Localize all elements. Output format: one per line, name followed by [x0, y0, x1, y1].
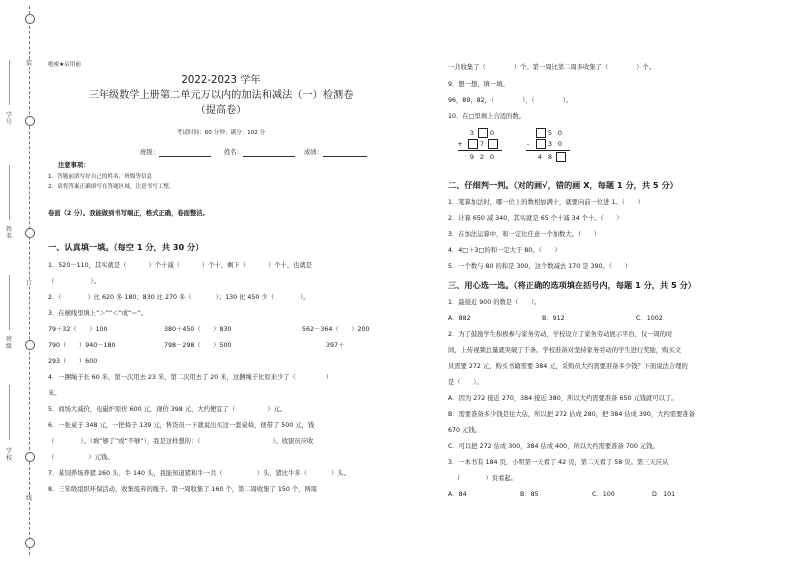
binding-fill-line — [9, 165, 10, 220]
choice-option: B．需要准备多少钱是往大估，所以把 272 估成 280，把 384 估成 390，大约需要准备 — [448, 411, 696, 418]
choice-question-3: 3．一本书有 184 页，小明第一天看了 42 页，第二天看了 58 页。第三天应从 — [448, 459, 669, 466]
choice-option: A．84 — [448, 491, 467, 498]
question-10: 10．在□里填上合适的数。 — [448, 113, 525, 120]
choice-option: D．101 — [652, 491, 676, 498]
neatness-note: 卷面（2 分）。我能做到书写端正，格式正确，卷面整洁。 — [48, 210, 209, 217]
question-3: 3．在横线里填上“＞”“＜”或“＝”。 — [48, 310, 148, 317]
judge-item: 2．计算 650 减 340，其实就是 65 个十减 34 个十。（ ） — [448, 215, 623, 222]
binding-circle — [25, 340, 35, 350]
question-1: 1．520－110，其实就是（ ）个十减（ ）个十，剩下（ ）个十，也就是 — [48, 262, 313, 269]
choice-question-2-cont: 具需要 272 元，购买书籍需要 384 元，采购员大约需要准备多少钱？下面说法合理的 — [448, 363, 688, 370]
choice-option: B．912 — [542, 315, 565, 322]
question-6: 6．一张桌子 348 元，一把椅子 139 元，售货员一下就说出买这一套桌椅，他带了 500 元，钱 — [48, 422, 315, 429]
compare-item: 293（ ）600 — [48, 358, 98, 365]
question-5: 5．商场大减价，电磁炉原价 600 元，现价 398 元，大约便宜了（ ）元。 — [48, 406, 287, 413]
binding-label-banji: 班级 — [5, 336, 12, 350]
answer-box[interactable] — [488, 139, 498, 149]
page-title: 三年级数学上册第二单元万以内的加法和减法（一）检测卷 — [88, 90, 354, 101]
compare-item: 79＋32（ ）100 — [48, 326, 108, 333]
binding-circle — [25, 14, 35, 24]
binding-circle — [25, 228, 35, 238]
binding-fill-line — [9, 385, 10, 440]
question-7: 7．某饲养场养猪 260 头、牛 140 头，我能知道猪和牛一共（ ）头，猪比牛多（ ）头。 — [48, 470, 350, 477]
notes-heading: 注意事项： — [58, 162, 90, 169]
choice-option: B．85 — [520, 491, 539, 498]
choice-option: A．882 — [448, 315, 471, 322]
notes-item: 2．请将答案正确填写在答题区域，注意书写工整。 — [48, 184, 175, 190]
binding-seal-ding: 订 — [25, 280, 32, 287]
school-year: 2022-2023 学年 — [181, 75, 261, 86]
choice-option: C．可以把 272 估成 300，384 估成 400，所以大约需要准备 700 元钱。 — [448, 443, 659, 450]
question-2: 2．（ ）比 620 多 180；830 比 270 多（ ）；130 比 450 少（ ）。 — [48, 294, 310, 301]
choice-question-2-cont: 间，上传视频总量就突破了千条。学校准备对坚持家务劳动的学生进行奖励，购买文 — [448, 347, 681, 354]
answer-box[interactable] — [478, 128, 488, 138]
page-subtitle: （提高卷） — [195, 105, 247, 116]
choice-option: A．因为 272 接近 270，384 接近 380，所以大约需要准备 650 元钱就可以了。 — [448, 395, 678, 402]
answer-box[interactable] — [536, 128, 546, 138]
question-9-sequence: 96，89，82，（ ），（ ）。 — [448, 97, 573, 104]
compare-item: 397＋ — [326, 342, 345, 349]
binding-seal-zhuang: 装 — [25, 60, 32, 67]
binding-fill-line — [9, 275, 10, 330]
question-8-cont: 一共收集了（ ）个。第一周比第二周多收集了（ ）个。 — [448, 64, 656, 71]
compare-item: 790（ ）940－180 — [48, 342, 116, 349]
choice-option-cont: 670 元钱。 — [448, 427, 481, 434]
binding-fill-line — [9, 60, 10, 105]
answer-box[interactable] — [536, 139, 546, 149]
binding-label-xuehao: 学号 — [5, 112, 12, 126]
secret-mark: 绝密★启用前 — [48, 62, 81, 68]
choice-option: C．100 — [592, 491, 615, 498]
binding-circle — [25, 452, 35, 462]
question-9: 9．想一想，填一填。 — [448, 81, 509, 88]
vertical-addition: 3 0 + 7 9 2 0 — [456, 126, 506, 172]
section1-heading: 一、认真填一填。（每空 1 分，共 30 分） — [48, 242, 204, 252]
name-field[interactable]: 姓名： — [224, 149, 295, 157]
judge-item: 1．笔算加法时，哪一位上的数相加满十，就要向前一位进 1。（ ） — [448, 199, 644, 206]
question-4-unit: 米。 — [48, 390, 61, 397]
binding-label-xuexiao: 学校 — [5, 448, 12, 462]
section3-heading: 三、用心选一选。（将正确的选项填在括号内，每题 1 分，共 5 分） — [448, 280, 696, 290]
binding-seal-xian: 线 — [25, 495, 32, 502]
choice-question-1: 1．最接近 900 的数是（ ）。 — [448, 299, 541, 306]
answer-box[interactable] — [468, 139, 478, 149]
choice-question-2-cont: 是（ ）。 — [448, 379, 483, 386]
answer-box[interactable] — [556, 152, 566, 162]
question-4: 4．一捆绳子长 60 米，第一次用去 23 米，第二次用去了 20 米，这捆绳子比原来少了（ ） — [48, 374, 333, 381]
score-field[interactable]: 成绩： — [304, 149, 367, 157]
question-1-answer: （ ）。 — [48, 278, 100, 285]
binding-circle — [25, 116, 35, 126]
choice-question-2: 2．为了鼓励学生积极参与家务劳动，学校设立了家务劳动展示平台，仅一周的时 — [448, 331, 673, 338]
binding-margin — [0, 0, 40, 561]
compare-item: 380＋450（ ）830 — [164, 326, 232, 333]
binding-circle — [25, 538, 35, 548]
choice-option: C．1002 — [636, 315, 663, 322]
question-8: 8．三年级组织环保活动，收集废弃的瓶子。第一周收集了 160 个，第二周收集了 150 个，两周 — [48, 486, 318, 493]
notes-item: 1．答题前填写好自己的姓名、班级等信息 — [48, 174, 153, 180]
judge-item: 5．一个数与 80 的和是 300，这个数减去 170 是 390。（ ） — [448, 263, 631, 270]
class-field[interactable]: 班级： — [140, 149, 211, 157]
question-6-cont: （ ）。（填“够了”或“不够”），我是这样想的：（ ）。收银员应收 — [48, 438, 314, 445]
question-6-end: （ ）元钱。 — [48, 454, 114, 461]
vertical-subtraction: 5 0 - 3 0 4 8 — [524, 126, 574, 172]
compare-item: 562－364（ ）200 — [302, 326, 370, 333]
exam-info: 考试时间：60 分钟；满分：102 分 — [176, 130, 266, 136]
judge-item: 3．在加法运算中，和一定比任意一个加数大。（ ） — [448, 231, 600, 238]
compare-item: 798－298（ ）500 — [164, 342, 232, 349]
judge-item: 4．4□＋3□的和一定大于 80。（ ） — [448, 247, 561, 254]
choice-question-3-cont: （ ）页看起。 — [454, 475, 517, 482]
section2-heading: 二、仔细判一判。（对的画√，错的画 X，每题 1 分，共 5 分） — [448, 180, 678, 190]
binding-label-xingming: 姓名 — [5, 226, 12, 240]
